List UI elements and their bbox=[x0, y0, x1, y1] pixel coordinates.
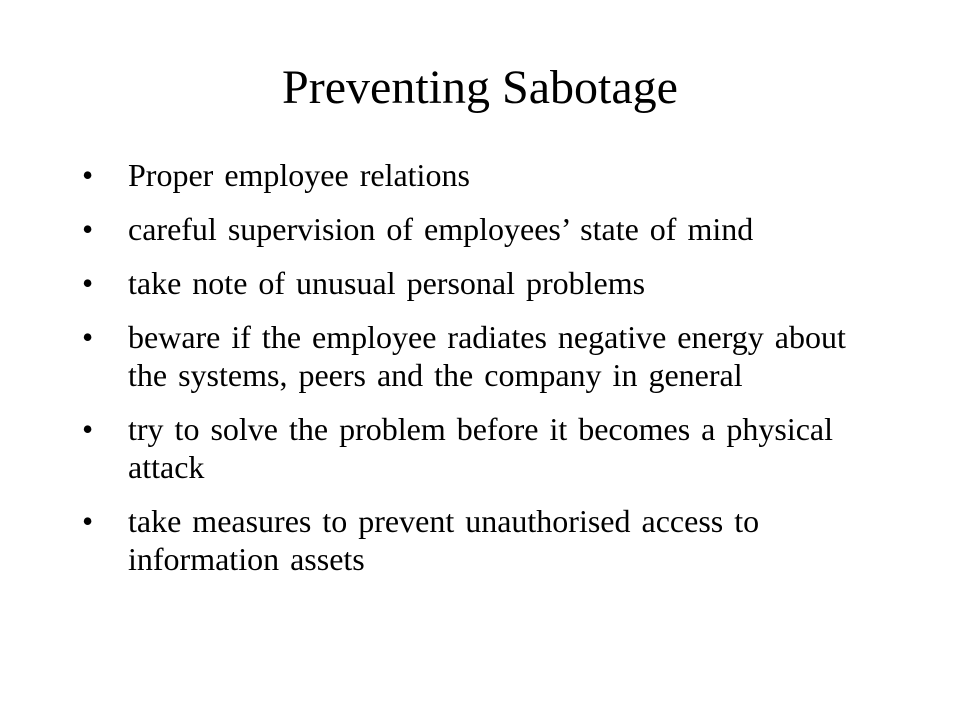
bullet-text: try to solve the problem before it becomes a physical attack bbox=[128, 411, 834, 485]
bullet-item bbox=[82, 502, 882, 578]
slide-title: Preventing Sabotage bbox=[282, 61, 678, 114]
bullet-point-icon: • bbox=[82, 411, 94, 447]
bullet-text: take note of unusual personal problems bbox=[128, 265, 646, 301]
bullet-text: careful supervision of employees’ state of mind bbox=[128, 211, 754, 247]
bullet-point-icon: • bbox=[82, 319, 94, 355]
bullet-point-icon: • bbox=[82, 211, 94, 247]
bullet-item bbox=[82, 156, 882, 194]
bullet-item bbox=[82, 318, 882, 394]
bullet-point-icon: • bbox=[82, 503, 94, 539]
bullet-text: beware if the employee radiates negative energy about the systems, peers and the company in general bbox=[128, 319, 846, 393]
bullet-text: Proper employee relations bbox=[128, 157, 470, 193]
bullet-list bbox=[82, 156, 882, 594]
bullet-point-icon: • bbox=[82, 157, 94, 193]
bullet-item bbox=[82, 210, 882, 248]
bullet-point-icon: • bbox=[82, 265, 94, 301]
bullet-item bbox=[82, 410, 882, 486]
bullet-item bbox=[82, 264, 882, 302]
bullet-text: take measures to prevent unauthorised access to information assets bbox=[128, 503, 760, 577]
